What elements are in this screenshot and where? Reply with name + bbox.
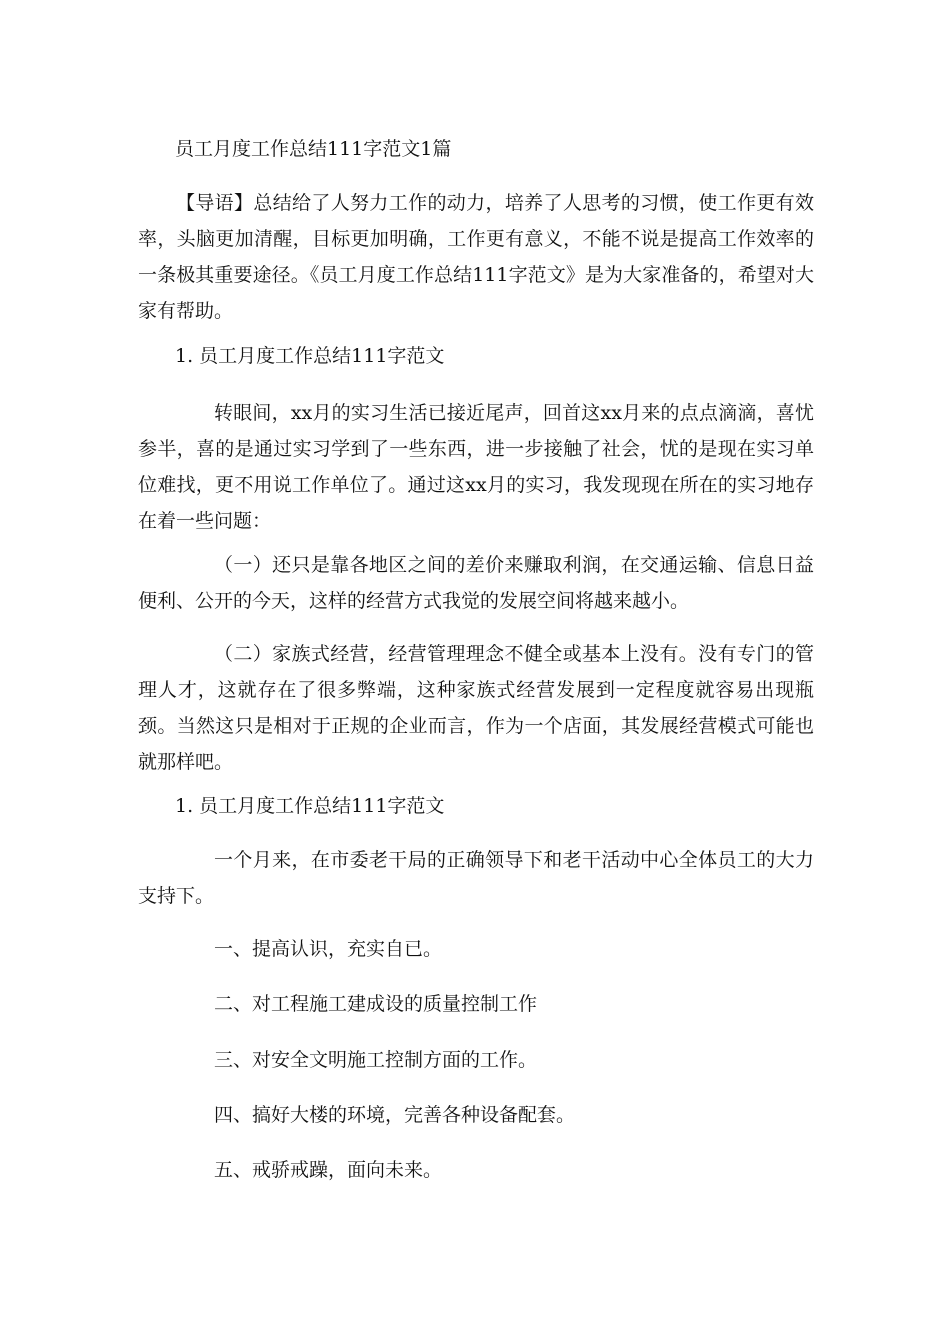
list-item: 一、提高认识，充实自已。	[214, 938, 443, 960]
section1-paragraph-2: （一）还只是靠各地区之间的差价来赚取利润，在交通运输、信息日益便利、公开的今天，这样的经营方式我觉的发展空间将越来越小。	[138, 554, 814, 612]
section1-paragraph-3: （二）家族式经营，经营管理理念不健全或基本上没有。没有专门的管理人才，这就存在了很多弊端，这种家族式经营发展到一定程度就容易出现瓶颈。当然这只是相对于正规的企业而言，作为一个店面，其发展经营模式可能也就那样吧。	[138, 643, 814, 773]
section-heading-1: 1. 员工月度工作总结111字范文	[175, 345, 445, 367]
section2-paragraph-1: 一个月来，在市委老干局的正确领导下和老干活动中心全体员工的大力支持下。	[138, 849, 814, 907]
list-item: 二、对工程施工建成设的质量控制工作	[214, 993, 538, 1015]
section-heading-2: 1. 员工月度工作总结111字范文	[175, 795, 445, 817]
list-item: 三、对安全文明施工控制方面的工作。	[214, 1049, 538, 1071]
intro-paragraph: 【导语】总结给了人努力工作的动力，培养了人思考的习惯，使工作更有效率，头脑更加清醒，目标更加明确，工作更有意义，不能不说是提高工作效率的一条极其重要途径。《员工月度工作总结111字范文》是为大家准备的，希望对大家有帮助。	[138, 192, 814, 322]
section1-paragraph-1: 转眼间，xx月的实习生活已接近尾声，回首这xx月来的点点滴滴，喜忧参半，喜的是通过实习学到了一些东西，进一步接触了社会，忧的是现在实习单位难找，更不用说工作单位了。通过这xx月的实习，我发现现在所在的实习地存在着一些问题：	[138, 402, 814, 532]
document-title: 员工月度工作总结111字范文1篇	[175, 138, 452, 160]
list-item: 四、搞好大楼的环境，完善各种设备配套。	[214, 1104, 576, 1126]
list-item: 五、戒骄戒躁，面向未来。	[214, 1159, 443, 1181]
